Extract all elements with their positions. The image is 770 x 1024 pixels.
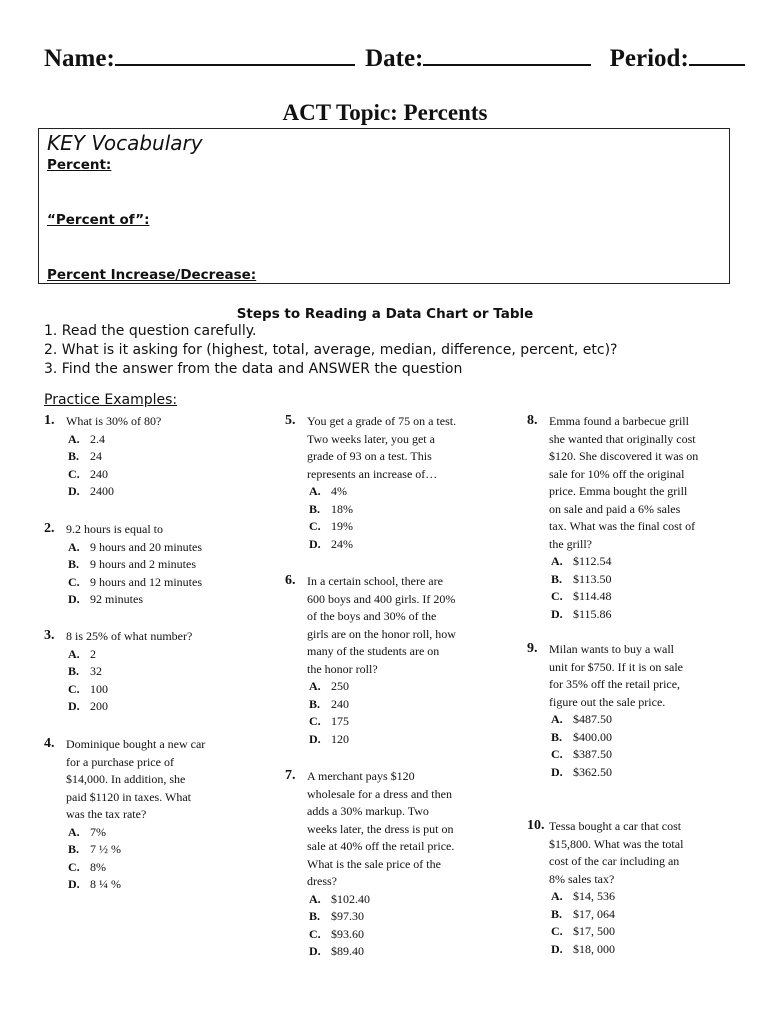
choice-letter: B.: [551, 729, 563, 744]
choice-letter: B.: [551, 571, 563, 586]
choice-text: 32: [90, 664, 102, 678]
question-body: [66, 736, 205, 894]
practice-title: Practice Examples:: [44, 392, 178, 408]
answer-choice[interactable]: [66, 681, 192, 699]
answer-choice[interactable]: [549, 764, 683, 782]
choice-letter: A.: [68, 431, 80, 446]
choice-text: 2: [90, 646, 96, 661]
choice-text: 9 hours and 2 minutes: [90, 557, 196, 571]
answer-choice[interactable]: [549, 906, 683, 924]
answer-choice[interactable]: [549, 888, 683, 906]
page-title: ACT Topic: Percents: [282, 100, 488, 125]
name-label: Name:: [44, 45, 115, 72]
answer-choice[interactable]: [307, 536, 456, 554]
question-number: 2.: [44, 521, 55, 536]
choice-text: 4%: [331, 484, 347, 498]
choice-text: $102.40: [331, 891, 370, 906]
period-label: Period:: [609, 45, 689, 72]
question-body: [66, 521, 202, 609]
answer-choice[interactable]: [307, 943, 454, 961]
choice-letter: B.: [68, 449, 80, 463]
choice-letter: C.: [551, 589, 563, 603]
steps-title: Steps to Reading a Data Chart or Table: [236, 306, 534, 322]
choice-letter: B.: [551, 906, 563, 921]
choice-text: $487.50: [573, 712, 612, 726]
choice-letter: A.: [68, 646, 80, 661]
question-body: [549, 641, 683, 781]
answer-choice[interactable]: [549, 553, 698, 571]
question-number: 10.: [527, 818, 545, 833]
choice-letter: D.: [68, 877, 80, 891]
question-number: 8.: [527, 413, 538, 428]
question-number: 1.: [44, 413, 55, 428]
question-number: 7.: [285, 768, 296, 783]
choice-text: $17, 064: [573, 906, 615, 921]
choice-letter: A.: [551, 554, 563, 568]
question-stem: 9.2 hours is equal to: [66, 522, 163, 536]
choice-text: 100: [90, 681, 108, 696]
choice-letter: D.: [309, 944, 321, 958]
header-fields: [44, 44, 734, 73]
choice-text: $387.50: [573, 747, 612, 761]
answer-choice[interactable]: [66, 698, 192, 716]
choice-text: $93.60: [331, 926, 364, 941]
choice-letter: D.: [551, 764, 563, 779]
choice-letter: A.: [68, 824, 80, 839]
choice-letter: C.: [68, 681, 80, 696]
step-item: 3. Find the answer from the data and ANSWER the question: [44, 361, 463, 377]
choice-letter: C.: [68, 466, 80, 481]
question-9: [527, 641, 683, 781]
choice-text: 92 minutes: [90, 592, 143, 606]
question-stem: 8 is 25% of what number?: [66, 629, 193, 643]
answer-choice[interactable]: [307, 731, 456, 749]
vocabulary-title: KEY Vocabulary: [47, 131, 203, 155]
choice-text: $362.50: [573, 764, 612, 779]
choice-text: $400.00: [573, 729, 612, 744]
choice-text: $14, 536: [573, 889, 615, 903]
choice-text: 9 hours and 12 minutes: [90, 574, 202, 589]
vocab-term-percent-increase-decrease: Percent Increase/Decrease:: [47, 267, 257, 283]
question-4: [44, 736, 205, 894]
step-item: 2. What is it asking for (highest, total, average, median, difference, percent, etc)?: [44, 342, 618, 358]
answer-choice[interactable]: [307, 926, 454, 944]
question-body: [307, 573, 456, 748]
question-2: [44, 521, 202, 609]
answer-choice[interactable]: [549, 941, 683, 959]
answer-choice[interactable]: [66, 574, 202, 592]
question-body: [307, 413, 456, 553]
choice-text: 240: [331, 696, 349, 711]
choice-text: 18%: [331, 501, 353, 516]
period-blank[interactable]: [689, 44, 745, 66]
answer-choice[interactable]: [66, 859, 205, 877]
answer-choice[interactable]: [549, 729, 683, 747]
answer-choice[interactable]: [549, 571, 698, 589]
choice-letter: D.: [309, 536, 321, 551]
question-body: [66, 628, 192, 716]
question-stem: In a certain school, there are 600 boys and 400 girls. If 20% of the boys and 30% of the girls are on the honor roll, how many of the students are on the honor roll?: [307, 574, 456, 676]
choice-letter: D.: [68, 484, 80, 498]
vocab-term-percent-of: “Percent of”:: [47, 212, 150, 228]
choice-letter: C.: [68, 859, 80, 874]
answer-choice[interactable]: [66, 876, 205, 894]
choice-letter: B.: [309, 696, 321, 711]
question-10: [527, 818, 683, 958]
question-number: 4.: [44, 736, 55, 751]
answer-choice[interactable]: [66, 556, 202, 574]
answer-choice[interactable]: [307, 908, 454, 926]
choice-letter: A.: [68, 539, 80, 554]
answer-choice[interactable]: [307, 713, 456, 731]
answer-choice[interactable]: [307, 696, 456, 714]
date-label: Date:: [365, 45, 424, 72]
question-body: [549, 818, 683, 958]
choice-text: 240: [90, 466, 108, 481]
choice-text: $112.54: [573, 554, 612, 568]
answer-choice[interactable]: [307, 483, 456, 501]
choice-text: 24: [90, 449, 102, 463]
answer-choice[interactable]: [66, 466, 161, 484]
choice-letter: A.: [309, 679, 321, 693]
answer-choice[interactable]: [549, 606, 698, 624]
question-body: [549, 413, 698, 623]
choice-text: 120: [331, 731, 349, 746]
question-number: 9.: [527, 641, 538, 656]
choice-letter: D.: [309, 731, 321, 746]
choice-letter: A.: [551, 712, 563, 726]
question-stem: You get a grade of 75 on a test. Two weeks later, you get a grade of 93 on a test. This represents an increase of…: [307, 414, 457, 481]
choice-letter: D.: [551, 941, 563, 956]
choice-text: 2400: [90, 484, 114, 498]
question-number: 3.: [44, 628, 55, 643]
answer-choice[interactable]: [66, 841, 205, 859]
choice-letter: C.: [68, 574, 80, 589]
choice-text: 200: [90, 699, 108, 713]
choice-text: $114.48: [573, 589, 612, 603]
date-blank[interactable]: [423, 44, 591, 66]
answer-choice[interactable]: [66, 483, 161, 501]
choice-text: 9 hours and 20 minutes: [90, 539, 202, 554]
answer-choice[interactable]: [66, 448, 161, 466]
choice-text: 175: [331, 714, 349, 728]
answer-choice[interactable]: [307, 501, 456, 519]
question-5: [285, 413, 456, 553]
choice-letter: B.: [68, 842, 80, 856]
answer-choice[interactable]: [549, 588, 698, 606]
choice-letter: C.: [309, 519, 321, 533]
question-stem: Dominique bought a new car for a purchase price of $14,000. In addition, she paid $1120 in taxes. What was the tax rate?: [66, 737, 206, 821]
answer-choice[interactable]: [307, 678, 456, 696]
question-8: [527, 413, 698, 623]
choice-text: 19%: [331, 519, 353, 533]
choice-text: 24%: [331, 536, 353, 551]
choice-letter: A.: [309, 484, 321, 498]
question-body: [66, 413, 161, 501]
choice-text: $89.40: [331, 944, 364, 958]
question-body: [307, 768, 454, 961]
answer-choice[interactable]: [307, 518, 456, 536]
choice-letter: B.: [68, 664, 80, 678]
choice-letter: D.: [551, 606, 563, 621]
choice-text: $113.50: [573, 571, 612, 586]
choice-text: 8%: [90, 859, 106, 874]
answer-choice[interactable]: [66, 824, 205, 842]
choice-letter: C.: [551, 747, 563, 761]
choice-text: 8 ¼ %: [90, 877, 121, 891]
name-blank[interactable]: [115, 44, 355, 66]
choice-letter: D.: [68, 699, 80, 713]
choice-letter: D.: [68, 592, 80, 606]
vocab-term-percent: Percent:: [47, 157, 112, 173]
choice-text: $115.86: [573, 606, 612, 621]
choice-letter: A.: [551, 889, 563, 903]
question-stem: Tessa bought a car that cost $15,800. What was the total cost of the car including an 8% sales tax?: [549, 819, 684, 886]
answer-choice[interactable]: [66, 539, 202, 557]
choice-letter: C.: [309, 714, 321, 728]
question-1: [44, 413, 161, 501]
choice-text: 2.4: [90, 431, 105, 446]
step-item: 1. Read the question carefully.: [44, 323, 257, 339]
choice-letter: B.: [309, 909, 321, 923]
choice-text: 7%: [90, 824, 106, 839]
answer-choice[interactable]: [66, 663, 192, 681]
answer-choice[interactable]: [549, 923, 683, 941]
choice-letter: C.: [551, 924, 563, 938]
question-3: [44, 628, 192, 716]
choice-letter: B.: [68, 557, 80, 571]
choice-text: $17, 500: [573, 924, 615, 938]
question-stem: What is 30% of 80?: [66, 414, 162, 428]
answer-choice[interactable]: [66, 591, 202, 609]
choice-letter: B.: [309, 501, 321, 516]
answer-choice[interactable]: [549, 711, 683, 729]
question-6: [285, 573, 456, 748]
choice-text: 7 ½ %: [90, 842, 121, 856]
choice-letter: C.: [309, 926, 321, 941]
answer-choice[interactable]: [66, 646, 192, 664]
question-stem: A merchant pays $120 wholesale for a dress and then adds a 30% markup. Two weeks later, the dress is put on sale at 40% off the retail price. What is the sale price of the dress?: [307, 769, 455, 888]
vocabulary-box: [38, 128, 730, 284]
choice-text: $18, 000: [573, 941, 615, 956]
question-stem: Milan wants to buy a wall unit for $750. If it is on sale for 35% off the retail price, figure out the sale price.: [549, 642, 683, 709]
question-stem: Emma found a barbecue grill she wanted that originally cost $120. She discovered it was on sale for 10% off the original price. Emma bought the grill on sale and paid a 6% sales tax. What was the final cost of the grill?: [549, 414, 699, 551]
choice-letter: A.: [309, 891, 321, 906]
answer-choice[interactable]: [549, 746, 683, 764]
answer-choice[interactable]: [66, 431, 161, 449]
choice-text: $97.30: [331, 909, 364, 923]
question-number: 6.: [285, 573, 296, 588]
choice-text: 250: [331, 679, 349, 693]
question-number: 5.: [285, 413, 296, 428]
answer-choice[interactable]: [307, 891, 454, 909]
question-7: [285, 768, 454, 961]
